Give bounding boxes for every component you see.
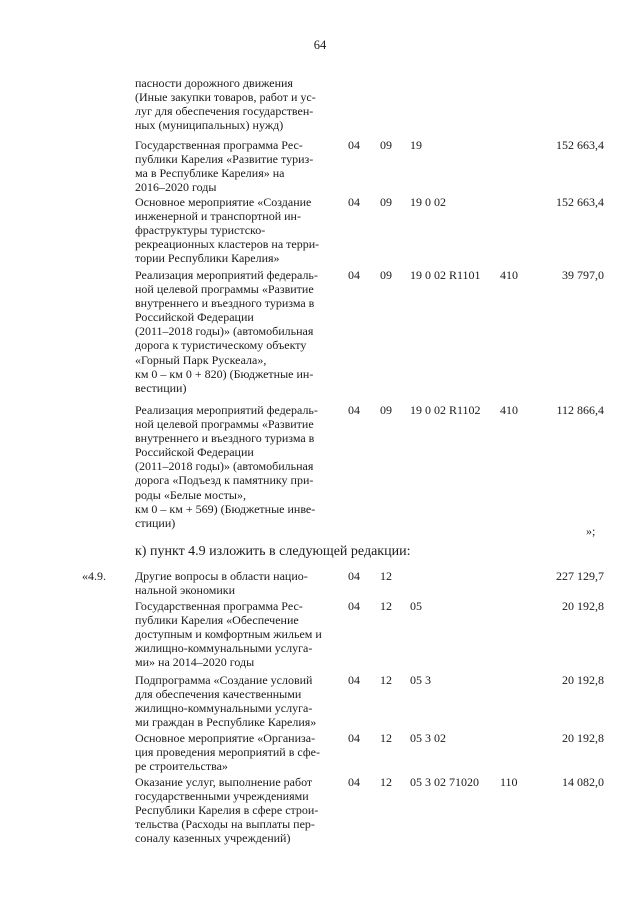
name-line: роды «Белые мосты», bbox=[135, 487, 246, 502]
instruction-heading: к) пункт 4.9 изложить в следующей редакции: bbox=[135, 544, 411, 559]
subsection-code: 09 bbox=[380, 403, 392, 417]
target-article-code: 05 3 02 71020 bbox=[410, 775, 479, 789]
amount: 152 663,4 bbox=[556, 195, 604, 209]
name-line: инженерной и транспортной ин- bbox=[135, 209, 301, 224]
item-number: «4.9. bbox=[82, 569, 106, 583]
name-line: Государственная программа Рес- bbox=[135, 599, 303, 613]
name-line: публики Карелия «Обеспечение bbox=[135, 613, 299, 628]
name-line: ми граждан в Республике Карелия» bbox=[135, 715, 317, 730]
target-article-code: 19 0 02 bbox=[410, 195, 446, 209]
name-line: Реализация мероприятий федераль- bbox=[135, 403, 318, 417]
subsection-code: 12 bbox=[380, 569, 392, 583]
name-line: пасности дорожного движения bbox=[135, 76, 293, 90]
target-article-code: 05 bbox=[410, 599, 422, 613]
name-line: Реализация мероприятий федераль- bbox=[135, 268, 318, 282]
subsection-code: 09 bbox=[380, 195, 392, 209]
name-line: км 0 – км 0 + 820) (Бюджетные ин- bbox=[135, 366, 314, 381]
name-line: ре строительства» bbox=[135, 759, 228, 774]
name-line: (2011–2018 годы)» (автомобильная bbox=[135, 324, 314, 339]
amount: 14 082,0 bbox=[562, 775, 604, 789]
row-name bbox=[135, 775, 340, 845]
subsection-code: 12 bbox=[380, 599, 392, 613]
name-line: дорога к туристическому объекту bbox=[135, 338, 307, 353]
name-line: «Горный Парк Рускеала», bbox=[135, 352, 267, 367]
name-line: нальной экономики bbox=[135, 583, 235, 598]
section-code: 04 bbox=[348, 731, 360, 745]
row-name bbox=[135, 599, 340, 669]
section-code: 04 bbox=[348, 673, 360, 687]
name-line: стиции) bbox=[135, 515, 176, 530]
name-line: 2016–2020 годы bbox=[135, 180, 217, 195]
row-name bbox=[135, 731, 340, 773]
subsection-code: 09 bbox=[380, 138, 392, 152]
row-name bbox=[135, 195, 340, 265]
expense-type-code: 410 bbox=[500, 403, 518, 417]
amount: 20 192,8 bbox=[562, 673, 604, 687]
name-line: соналу казенных учреждений) bbox=[135, 831, 291, 846]
name-line: Республики Карелия в сфере строи- bbox=[135, 803, 319, 818]
section-code: 04 bbox=[348, 138, 360, 152]
name-line: Подпрограмма «Создание условий bbox=[135, 673, 313, 687]
name-line: ной целевой программы «Развитие bbox=[135, 417, 314, 432]
name-line: (2011–2018 годы)» (автомобильная bbox=[135, 459, 314, 474]
page-number: 64 bbox=[313, 38, 327, 52]
section-code: 04 bbox=[348, 403, 360, 417]
amount: 227 129,7 bbox=[556, 569, 604, 583]
name-line: рекреационных кластеров на терри- bbox=[135, 237, 320, 252]
name-line: ных (муниципальных) нужд) bbox=[135, 118, 284, 133]
name-line: Государственная программа Рес- bbox=[135, 138, 303, 152]
name-line: тельства (Расходы на выплаты пер- bbox=[135, 817, 315, 832]
name-line: ми» на 2014–2020 годы bbox=[135, 655, 255, 670]
name-line: публики Карелия «Развитие туриз- bbox=[135, 152, 314, 167]
name-line: Российской Федерации bbox=[135, 310, 254, 325]
name-line: Основное мероприятие «Создание bbox=[135, 195, 312, 209]
name-line: Основное мероприятие «Организа- bbox=[135, 731, 316, 745]
expense-type-code: 410 bbox=[500, 268, 518, 282]
row-name bbox=[135, 569, 340, 597]
row-name bbox=[135, 76, 340, 132]
name-line: доступным и комфортным жильем и bbox=[135, 627, 322, 642]
name-line: тории Республики Карелия» bbox=[135, 251, 280, 266]
section-code: 04 bbox=[348, 569, 360, 583]
section-code: 04 bbox=[348, 195, 360, 209]
amount: 152 663,4 bbox=[556, 138, 604, 152]
amount: 20 192,8 bbox=[562, 599, 604, 613]
section-code: 04 bbox=[348, 268, 360, 282]
name-line: дорога «Подъезд к памятнику при- bbox=[135, 473, 314, 488]
row-name bbox=[135, 268, 340, 395]
target-article-code: 19 0 02 R1101 bbox=[410, 268, 481, 282]
target-article-code: 19 0 02 R1102 bbox=[410, 403, 481, 417]
row-name bbox=[135, 403, 340, 530]
amount: 112 866,4 bbox=[556, 403, 604, 417]
section-code: 04 bbox=[348, 775, 360, 789]
subsection-code: 09 bbox=[380, 268, 392, 282]
name-line: ной целевой программы «Развитие bbox=[135, 282, 314, 297]
section-code: 04 bbox=[348, 599, 360, 613]
name-line: Российской Федерации bbox=[135, 445, 254, 460]
name-line: жилищно-коммунальными услуга- bbox=[135, 641, 313, 656]
target-article-code: 05 3 02 bbox=[410, 731, 446, 745]
closing-quote-mark: »; bbox=[586, 524, 596, 538]
name-line: жилищно-коммунальными услуга- bbox=[135, 701, 313, 716]
amount: 39 797,0 bbox=[562, 268, 604, 282]
name-line: для обеспечения качественными bbox=[135, 687, 302, 702]
row-name bbox=[135, 138, 340, 194]
subsection-code: 12 bbox=[380, 731, 392, 745]
subsection-code: 12 bbox=[380, 775, 392, 789]
name-line: внутреннего и въездного туризма в bbox=[135, 296, 315, 311]
subsection-code: 12 bbox=[380, 673, 392, 687]
name-line: ма в Республике Карелия» на bbox=[135, 166, 285, 181]
name-line: внутреннего и въездного туризма в bbox=[135, 431, 315, 446]
name-line: луг для обеспечения государствен- bbox=[135, 104, 314, 119]
name-line: государственными учреждениями bbox=[135, 789, 309, 804]
name-line: Оказание услуг, выполнение работ bbox=[135, 775, 313, 789]
name-line: ция проведения мероприятий в сфе- bbox=[135, 745, 320, 760]
target-article-code: 05 3 bbox=[410, 673, 431, 687]
expense-type-code: 110 bbox=[500, 775, 518, 789]
row-name bbox=[135, 673, 340, 729]
name-line: (Иные закупки товаров, работ и ус- bbox=[135, 90, 316, 105]
name-line: фраструктуры туристско- bbox=[135, 223, 266, 238]
amount: 20 192,8 bbox=[562, 731, 604, 745]
target-article-code: 19 bbox=[410, 138, 422, 152]
name-line: Другие вопросы в области нацио- bbox=[135, 569, 308, 583]
name-line: вестиции) bbox=[135, 380, 187, 395]
name-line: км 0 – км + 569) (Бюджетные инве- bbox=[135, 501, 316, 516]
